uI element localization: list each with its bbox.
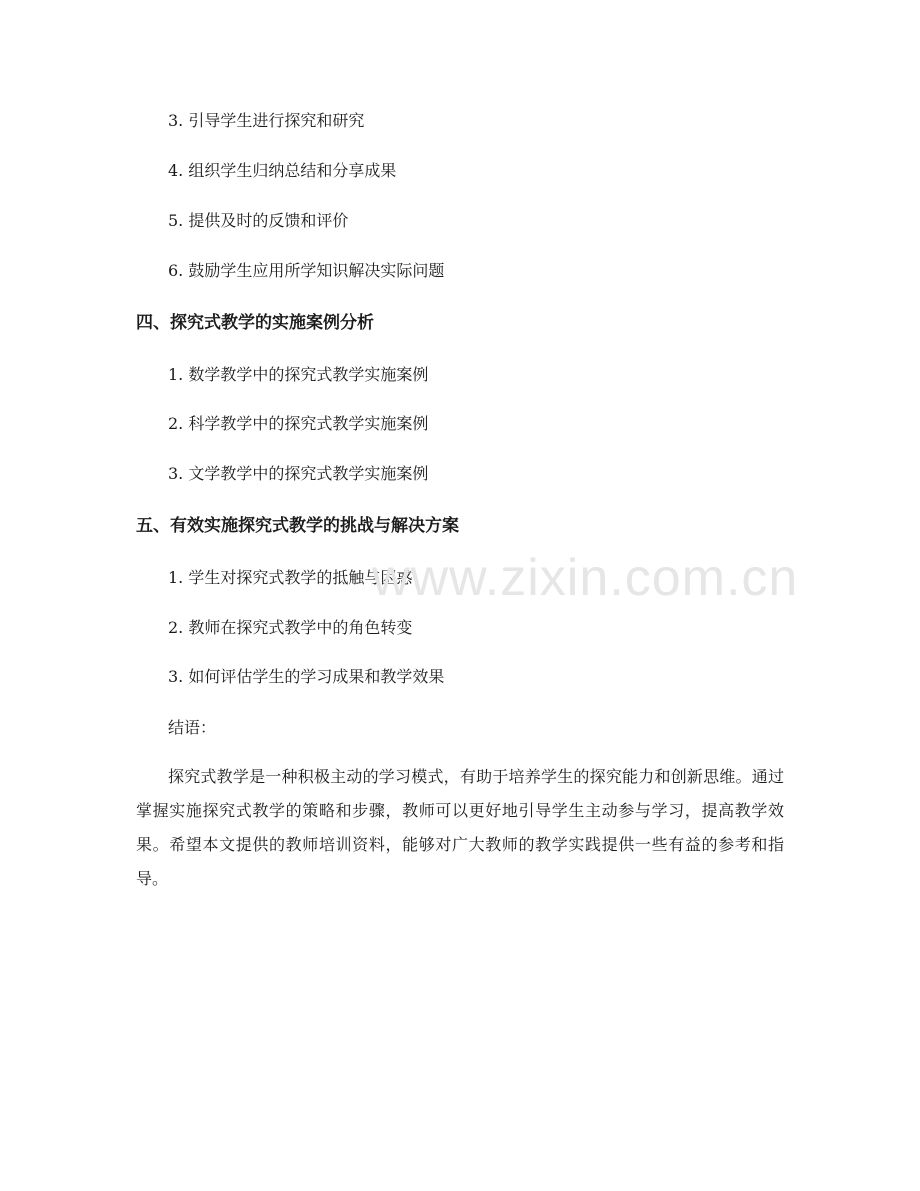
list-item: 3. 文学教学中的探究式教学实施案例 <box>168 464 429 483</box>
section-heading: 四、探究式教学的实施案例分析 <box>136 313 374 333</box>
list-item: 2. 科学教学中的探究式教学实施案例 <box>168 414 429 433</box>
list-item: 1. 数学教学中的探究式教学实施案例 <box>168 365 429 384</box>
section-heading: 五、有效实施探究式教学的挑战与解决方案 <box>136 516 459 536</box>
watermark: www.zixin.com.cn <box>372 549 799 607</box>
list-item: 2. 教师在探究式教学中的角色转变 <box>168 618 413 637</box>
list-item: 6. 鼓励学生应用所学知识解决实际问题 <box>168 261 445 280</box>
conclusion-paragraph: 探究式教学是一种积极主动的学习模式，有助于培养学生的探究能力和创新思维。通过掌握实施探究式教学的策略和步骤，教师可以更好地引导学生主动参与学习，提高教学效果。希望本文提供的教师培训资料，能够对广大教师的教学实践提供一些有益的参考和指导。 <box>136 767 784 888</box>
list-item: 1. 学生对探究式教学的抵触与困惑 <box>168 568 413 587</box>
list-item: 4. 组织学生归纳总结和分享成果 <box>168 161 397 180</box>
conclusion-label: 结语： <box>168 718 217 737</box>
list-item: 3. 如何评估学生的学习成果和教学效果 <box>168 667 445 686</box>
list-item: 3. 引导学生进行探究和研究 <box>168 111 365 130</box>
list-item: 5. 提供及时的反馈和评价 <box>168 211 349 230</box>
